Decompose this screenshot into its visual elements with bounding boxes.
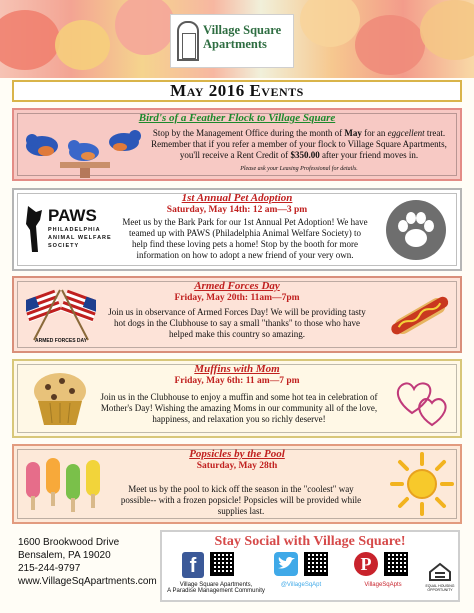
facebook-icon[interactable]: f: [182, 552, 204, 578]
paws-logo-subtitle: PHILADELPHIA ANIMAL WELFARE SOCIETY: [48, 227, 112, 249]
pinterest-qr-code[interactable]: [384, 552, 408, 576]
event-title: Bird's of a Feather Flock to Village Square: [138, 112, 336, 124]
tulip-decoration: [115, 0, 175, 55]
village-square-logo: [170, 14, 294, 68]
paws-logo: PAWS: [48, 206, 97, 225]
event-title: Muffins with Mom: [194, 363, 280, 375]
tulip-decoration: [420, 0, 474, 60]
armed-forces-badge: ARMED FORCES DAY: [34, 338, 88, 344]
hearts-icon: [394, 373, 454, 429]
event-date: Friday, May 20th: 11am—7pm: [174, 293, 300, 303]
event-text-italic: eggcellent: [387, 128, 425, 138]
event-text: Remember that if you refer a member of your flock to Village Square Apartments,: [151, 139, 447, 149]
event-title: Armed Forces Day: [194, 280, 280, 292]
event-note: Please ask your Leasing Professional for details.: [240, 166, 358, 172]
facebook-caption-line: Village Square Apartments,: [179, 582, 253, 588]
event-date: Friday, May 6th: 11 am—7 pm: [174, 376, 300, 386]
logo-text: Village Square Apartments: [203, 23, 282, 51]
facebook-caption: [166, 582, 266, 594]
page-title: May 2016 Events: [12, 80, 462, 102]
website-link[interactable]: www.VillageSqApartments.com: [18, 576, 157, 587]
event-text: you'll receive a Rent Credit of: [179, 150, 289, 160]
paw-print-icon: [384, 198, 448, 262]
address-line: 1600 Brookwood Drive: [18, 537, 120, 548]
contact-info: [18, 536, 157, 588]
event-text: for an: [364, 128, 386, 138]
twitter-qr-code[interactable]: [304, 552, 328, 576]
event-text: after your friend moves in.: [321, 150, 419, 160]
event-title: 1st Annual Pet Adoption: [181, 192, 293, 204]
city-line: Bensalem, PA 19020: [18, 550, 111, 561]
header-banner: [0, 0, 474, 78]
social-title: Stay Social with Village Square!: [214, 534, 406, 549]
door-icon: [177, 21, 199, 61]
tulip-decoration: [300, 0, 360, 47]
pinterest-handle[interactable]: VillageSqApts: [364, 582, 402, 588]
event-card-pet-adoption: [12, 188, 462, 271]
event-description: Meet us by the pool to kick off the season in the "coolest" way possible-- with a frozen popsicle! Popsicles will be provided while supplies last.: [120, 484, 362, 516]
event-text: Stop by the Management Office during the month of: [152, 128, 343, 138]
hot-dog-icon: [388, 286, 452, 344]
social-panel: [160, 530, 460, 602]
phone-number[interactable]: 215-244-9797: [18, 563, 81, 574]
bluebirds-icon: [20, 118, 148, 178]
event-date: Saturday, May 14th: 12 am—3 pm: [166, 205, 308, 215]
sun-icon: [390, 452, 454, 516]
event-card-armed-forces: [12, 276, 462, 353]
tulip-decoration: [355, 15, 425, 75]
event-card-muffins: [12, 359, 462, 438]
event-description: Join us in observance of Armed Forces Day! We will be providing tasty hot dogs in the Clubhouse to say a small "thanks" to those who have helped make this country so amazing.: [108, 307, 366, 339]
twitter-handle[interactable]: @VillageSqApt: [280, 582, 322, 588]
equal-housing-icon: [428, 562, 452, 582]
facebook-caption-line: A Paradise Management Community: [167, 588, 265, 594]
event-title: Popsicles by the Pool: [189, 448, 285, 460]
event-description: Meet us by the Bark Park for our 1st Annual Pet Adoption! We have teamed up with PAWS (Philadelphia Animal Welfare Society) to help find these loving pets a home! Stop by the booth for more information on how to adopt a new friend of your very own.: [122, 217, 368, 260]
event-description: Join us in the Clubhouse to enjoy a muffin and some hot tea in celebration of Mother's Day! Wishing the amazing Moms in our community all of the love, happiness, and relaxation you so richly deserve!: [100, 392, 378, 424]
tulip-decoration: [55, 20, 110, 70]
twitter-icon[interactable]: [274, 552, 298, 576]
rent-credit-amount: $350.00: [290, 150, 320, 160]
event-description: [142, 128, 456, 161]
tulip-decoration: [0, 10, 60, 70]
event-card-popsicles: [12, 444, 462, 524]
equal-housing-text: EQUAL HOUSING OPPORTUNITY: [425, 584, 455, 592]
pinterest-icon[interactable]: P: [354, 552, 378, 576]
facebook-qr-code[interactable]: [210, 552, 234, 576]
event-text-bold: May: [344, 128, 362, 138]
event-card-birds: [12, 108, 462, 181]
event-text: treat.: [426, 128, 446, 138]
event-date: Saturday, May 28th: [196, 461, 278, 471]
